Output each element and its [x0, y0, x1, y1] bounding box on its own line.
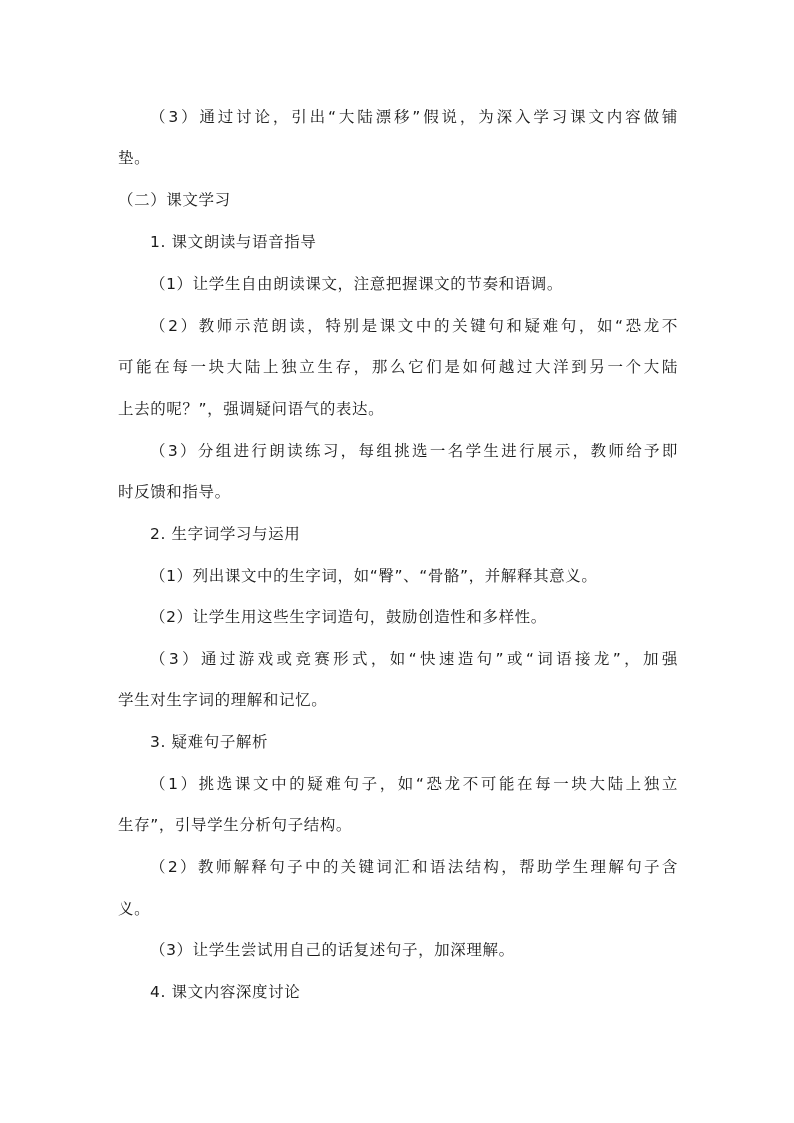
paragraph-line: （3）通过讨论，引出“大陆漂移”假说，为深入学习课文内容做铺	[150, 108, 678, 126]
paragraph-line: （1）让学生自由朗读课文，注意把握课文的节奏和语调。	[150, 275, 563, 293]
subsection-heading: 2. 生字词学习与运用	[150, 525, 301, 543]
subsection-heading: 3. 疑难句子解析	[150, 733, 269, 751]
subsection-heading: 1. 课文朗读与语音指导	[150, 233, 317, 251]
paragraph-line: （2）教师解释句子中的关键词汇和语法结构，帮助学生理解句子含	[150, 858, 678, 876]
paragraph-line: （1）列出课文中的生字词，如“臀”、“骨骼”，并解释其意义。	[150, 567, 598, 585]
paragraph-line: 可能在每一块大陆上独立生存，那么它们是如何越过大洋到另一个大陆	[118, 358, 678, 376]
paragraph-line: （2）让学生用这些生字词造句，鼓励创造性和多样性。	[150, 608, 547, 626]
paragraph-line: 垫。	[118, 149, 151, 167]
paragraph-line: （3）让学生尝试用自己的话复述句子，加深理解。	[150, 941, 515, 959]
section-heading: （二）课文学习	[118, 191, 231, 209]
paragraph-line: （3）分组进行朗读练习，每组挑选一名学生进行展示，教师给予即	[150, 442, 678, 460]
paragraph-line: 学生对生字词的理解和记忆。	[118, 691, 328, 709]
paragraph-line: （3）通过游戏或竞赛形式，如“快速造句”或“词语接龙”，加强	[150, 650, 678, 668]
paragraph-line: 义。	[118, 900, 151, 918]
paragraph-line: 上去的呢？”，强调疑问语气的表达。	[118, 400, 385, 418]
subsection-heading: 4. 课文内容深度讨论	[150, 983, 301, 1001]
paragraph-line: （2）教师示范朗读，特别是课文中的关键句和疑难句，如“恐龙不	[150, 317, 678, 335]
paragraph-line: 时反馈和指导。	[118, 483, 231, 501]
paragraph-line: （1）挑选课文中的疑难句子，如“恐龙不可能在每一块大陆上独立	[150, 775, 678, 793]
paragraph-line: 生存”，引导学生分析句子结构。	[118, 816, 353, 834]
